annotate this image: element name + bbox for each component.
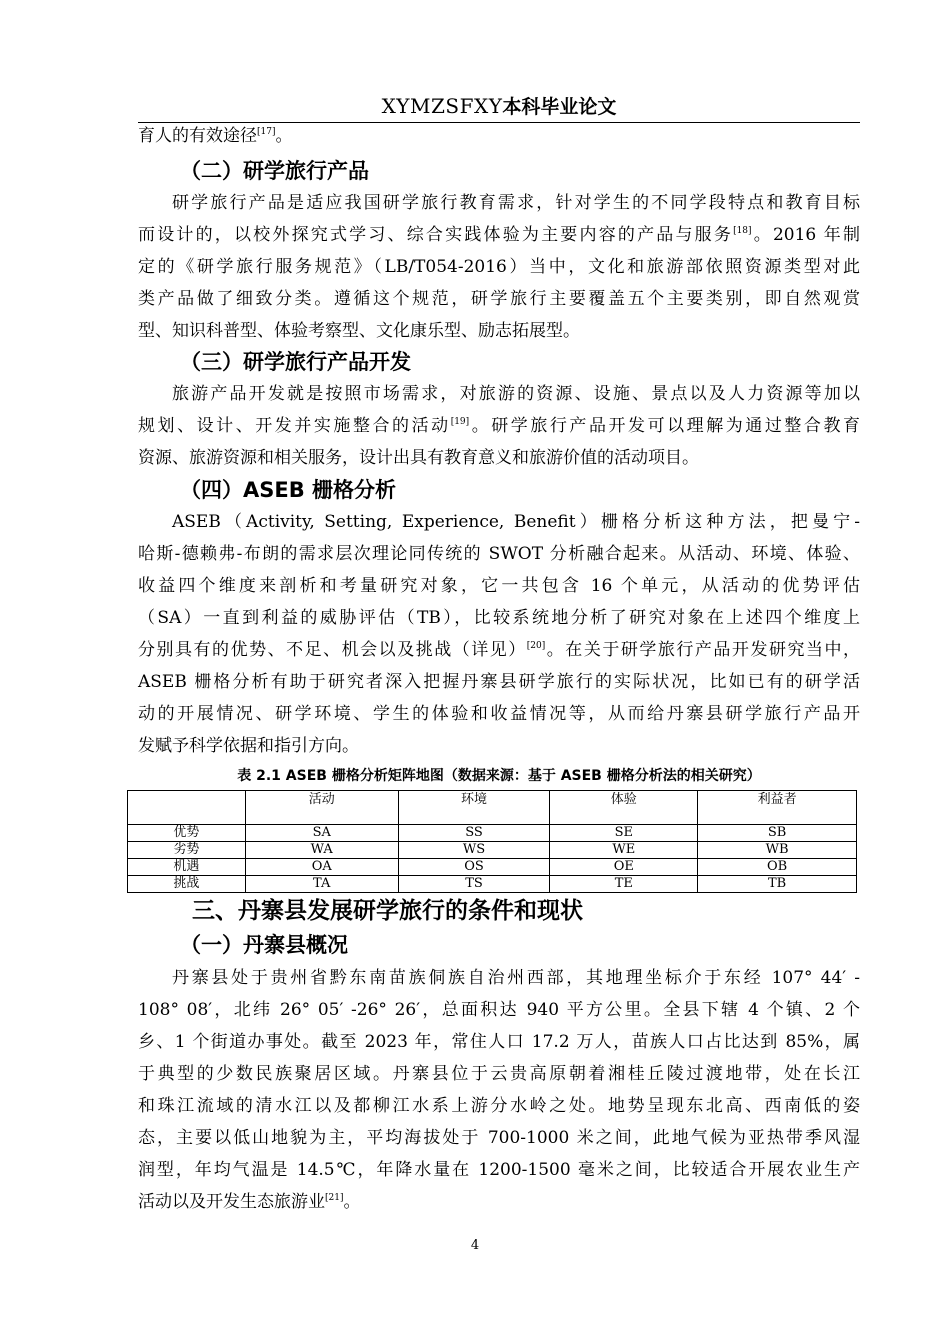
table-row xyxy=(128,859,857,876)
table-cell: OS xyxy=(398,859,550,876)
citation: [21] xyxy=(325,1193,344,1203)
table-cell: WA xyxy=(245,842,398,859)
paragraph-line: 资源、旅游资源和相关服务，设计出具有教育意义和旅游价值的活动项目。 xyxy=(138,448,699,468)
row-label: 挑战 xyxy=(128,876,246,893)
table-cell: SS xyxy=(398,825,550,842)
table-cell: SA xyxy=(245,825,398,842)
header-cell xyxy=(128,791,246,825)
paragraph-line: 108° 08′，北纬 26° 05′ -26° 26′，总面积达 940 平方公里。全县下辖 4 个镇、2 个 xyxy=(138,1000,860,1020)
paragraph-line: 旅游产品开发就是按照市场需求，对旅游的资源、设施、景点以及人力资源等加以 xyxy=(172,384,860,404)
table-cell: WS xyxy=(398,842,550,859)
table-cell: SE xyxy=(550,825,698,842)
header-cell: 环境 xyxy=(398,791,550,825)
paragraph-line: 定的《研学旅行服务规范》（LB/T054-2016）当中，文化和旅游部依照资源类型对此 xyxy=(138,257,860,277)
paragraph-line: 活动以及开发生态旅游业[21]。 xyxy=(138,1192,361,1212)
paragraph-line: 分别具有的优势、不足、机会以及挑战（详见）[20]。在关于研学旅行产品开发研究当中， xyxy=(138,640,861,660)
paragraph-line: （SA）一直到利益的威胁评估（TB），比较系统地分析了研究对象在上述四个维度上 xyxy=(138,608,860,628)
table-cell: OB xyxy=(698,859,857,876)
row-label: 劣势 xyxy=(128,842,246,859)
table-cell: TA xyxy=(245,876,398,893)
row-label: 优势 xyxy=(128,825,246,842)
section-heading: （四）ASEB 栅格分析 xyxy=(180,478,397,502)
paragraph-line: 和珠江流域的清水江以及都柳江水系上游分水岭之处。地势呈现东北高、西南低的姿 xyxy=(138,1096,860,1116)
table-cell: OA xyxy=(245,859,398,876)
citation: [19] xyxy=(450,417,470,427)
table-cell: WE xyxy=(550,842,698,859)
section-heading: （三）研学旅行产品开发 xyxy=(180,350,411,374)
paragraph-line: 研学旅行产品是适应我国研学旅行教育需求，针对学生的不同学段特点和教育目标 xyxy=(172,193,860,213)
header-cell: 体验 xyxy=(550,791,698,825)
paragraph-line: 发赋予科学依据和指引方向。 xyxy=(138,736,359,756)
paragraph-line: 规划、设计、开发并实施整合的活动[19]。研学旅行产品开发可以理解为通过整合教育 xyxy=(138,416,861,436)
page-number: 4 xyxy=(470,1238,480,1253)
aseb-matrix-table xyxy=(127,790,857,893)
paragraph-line: 而设计的，以校外探究式学习、综合实践体验为主要内容的产品与服务[18]。2016 年制 xyxy=(138,225,860,245)
paragraph-line: 动的开展情况、研学环境、学生的体验和收益情况等，从而给丹寨县研学旅行产品开 xyxy=(138,704,860,724)
header-code: XYMZSFXY xyxy=(381,94,503,118)
paragraph-line: 型、知识科普型、体验考察型、文化康乐型、励志拓展型。 xyxy=(138,321,580,341)
section-heading: （一）丹寨县概况 xyxy=(180,933,348,957)
paragraph-line: 于典型的少数民族聚居区域。丹寨县位于云贵高原朝着湘桂丘陵过渡地带，处在长江 xyxy=(138,1064,860,1084)
table-row xyxy=(128,842,857,859)
chapter-heading: 三、丹寨县发展研学旅行的条件和现状 xyxy=(192,898,583,924)
paragraph-line: 收益四个维度来剖析和考量研究对象，它一共包含 16 个单元，从活动的优势评估 xyxy=(138,576,860,596)
paragraph-line: 育人的有效途径[17]。 xyxy=(138,126,293,146)
paragraph-line: 丹寨县处于贵州省黔东南苗族侗族自治州西部，其地理坐标介于东经 107° 44′ - xyxy=(172,968,860,988)
paragraph-line: 态，主要以低山地貌为主，平均海拔处于 700-1000 米之间，此地气候为亚热带季风湿 xyxy=(138,1128,860,1148)
table-caption: 表 2.1 ASEB 栅格分析矩阵地图（数据来源：基于 ASEB 栅格分析法的相关研究） xyxy=(237,768,761,784)
citation: [17] xyxy=(257,127,276,137)
paragraph-line: 乡、1 个街道办事处。截至 2023 年，常住人口 17.2 万人，苗族人口占比达到 85%，属 xyxy=(138,1032,860,1052)
citation: [20] xyxy=(526,641,546,651)
table-header-row xyxy=(128,791,857,825)
paragraph-line: 类产品做了细致分类。遵循这个规范，研学旅行主要覆盖五个主要类别，即自然观赏 xyxy=(138,289,860,309)
row-label: 机遇 xyxy=(128,859,246,876)
header-title: 本科毕业论文 xyxy=(502,96,617,118)
table-row xyxy=(128,825,857,842)
header-cell: 活动 xyxy=(245,791,398,825)
paragraph-line: 润型，年均气温是 14.5℃，年降水量在 1200-1500 毫米之间，比较适合开展农业生产 xyxy=(138,1160,860,1180)
table-cell: SB xyxy=(698,825,857,842)
table-cell: WB xyxy=(698,842,857,859)
paragraph-line: ASEB（Activity, Setting, Experience, Benefit）栅格分析这种方法，把曼宁- xyxy=(172,512,860,532)
paragraph-line: 哈斯-德赖弗-布朗的需求层次理论同传统的 SWOT 分析融合起来。从活动、环境、体验、 xyxy=(138,544,860,564)
table-cell: TS xyxy=(398,876,550,893)
page-header xyxy=(138,92,860,123)
paragraph-line: ASEB 栅格分析有助于研究者深入把握丹寨县研学旅行的实际状况，比如已有的研学活 xyxy=(138,672,860,692)
table-row xyxy=(128,876,857,893)
citation: [18] xyxy=(733,226,752,236)
table-cell: TB xyxy=(698,876,857,893)
table-cell: OE xyxy=(550,859,698,876)
header-cell: 利益者 xyxy=(698,791,857,825)
section-heading: （二）研学旅行产品 xyxy=(180,159,369,183)
table-cell: TE xyxy=(550,876,698,893)
